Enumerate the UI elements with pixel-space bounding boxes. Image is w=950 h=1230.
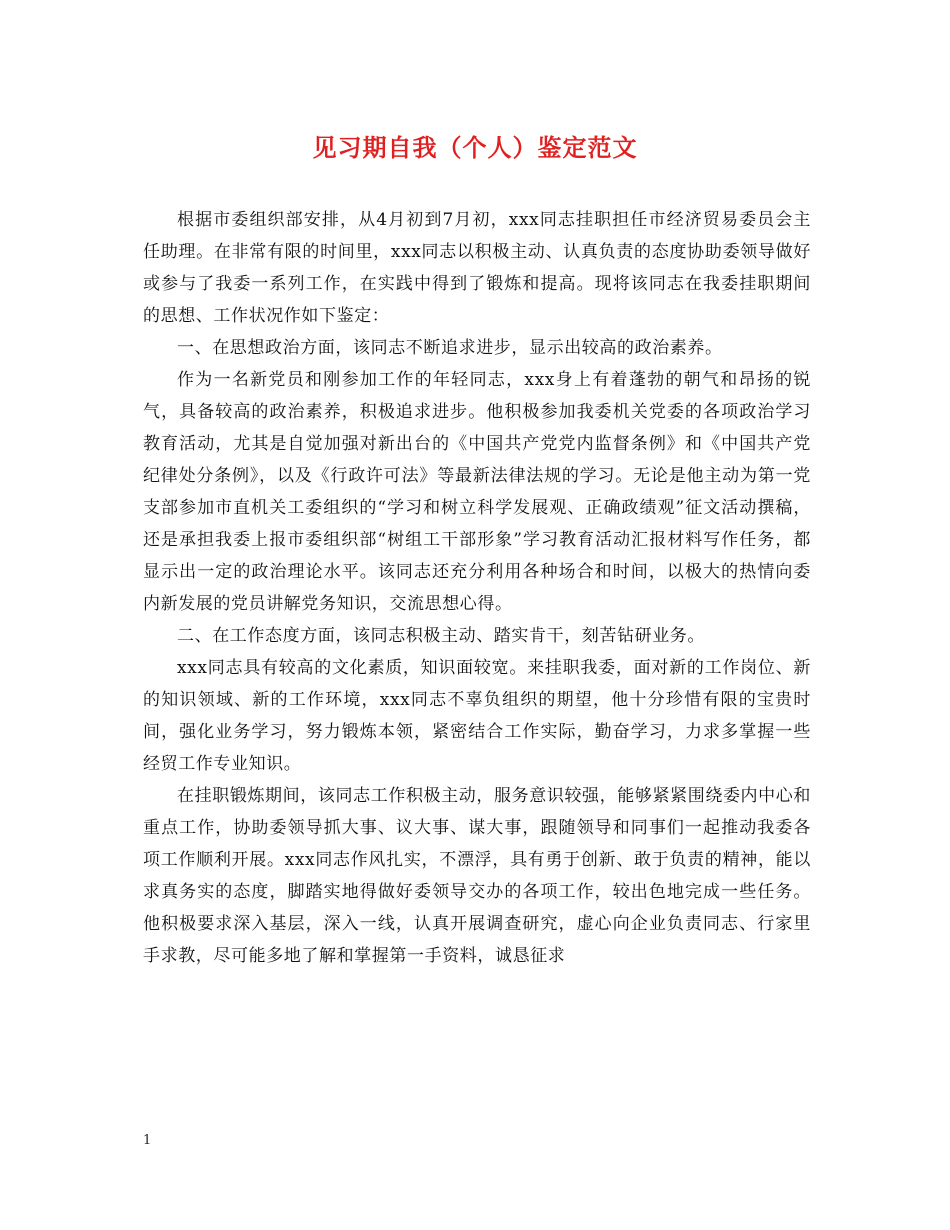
paragraph-intro: 根据市委组织部安排，从4月初到7月初，xxx同志挂职担任市经济贸易委员会主任助理。在非常有限的时间里，xxx同志以积极主动、认真负责的态度协助委领导做好或参与了我委一系列工作，在实践中得到了锻炼和提高。现将该同志在我委挂职期间的思想、工作状况作如下鉴定：: [143, 210, 811, 326]
document-body: [143, 204, 811, 972]
paragraph-political: 作为一名新党员和刚参加工作的年轻同志，xxx身上有着蓬勃的朝气和昂扬的锐气，具备较高的政治素养，积极追求进步。他积极参加我委机关党委的各项政治学习教育活动，尤其是自觉加强对新出台的《中国共产党党内监督条例》和《中国共产党纪律处分条例》，以及《行政许可法》等最新法律法规的学习。无论是他主动为第一党支部参加市直机关工委组织的“学习和树立科学发展观、正确政绩观”征文活动撰稿，还是承担我委上报市委组织部“树组工干部形象”学习教育活动汇报材料写作任务，都显示出一定的政治理论水平。该同志还充分利用各种场合和时间，以极大的热情向委内新发展的党员讲解党务知识，交流思想心得。: [143, 370, 811, 614]
section-heading-attitude: 二、在工作态度方面，该同志积极主动、踏实肯干，刻苦钻研业务。: [177, 626, 705, 646]
paragraph-attitude: xxx同志具有较高的文化素质，知识面较宽。来挂职我委，面对新的工作岗位、新的知识领域、新的工作环境，xxx同志不辜负组织的期望，他十分珍惜有限的宝贵时间，强化业务学习，努力锻炼本领，紧密结合工作实际，勤奋学习，力求多掌握一些经贸工作专业知识。: [143, 658, 811, 774]
section-heading-political: 一、在思想政治方面，该同志不断追求进步，显示出较高的政治素养。: [177, 338, 723, 358]
page-number: 1: [143, 1133, 152, 1148]
paragraph-work: 在挂职锻炼期间，该同志工作积极主动，服务意识较强，能够紧紧围绕委内中心和重点工作，协助委领导抓大事、议大事、谋大事，跟随领导和同事们一起推动我委各项工作顺利开展。xxx同志作风扎实，不漂浮，具有勇于创新、敢于负责的精神，能以求真务实的态度，脚踏实地得做好委领导交办的各项工作，较出色地完成一些任务。他积极要求深入基层，深入一线，认真开展调查研究，虚心向企业负责同志、行家里手求教，尽可能多地了解和掌握第一手资料，诚恳征求: [143, 786, 811, 966]
document-title: 见习期自我（个人）鉴定范文: [312, 133, 638, 162]
